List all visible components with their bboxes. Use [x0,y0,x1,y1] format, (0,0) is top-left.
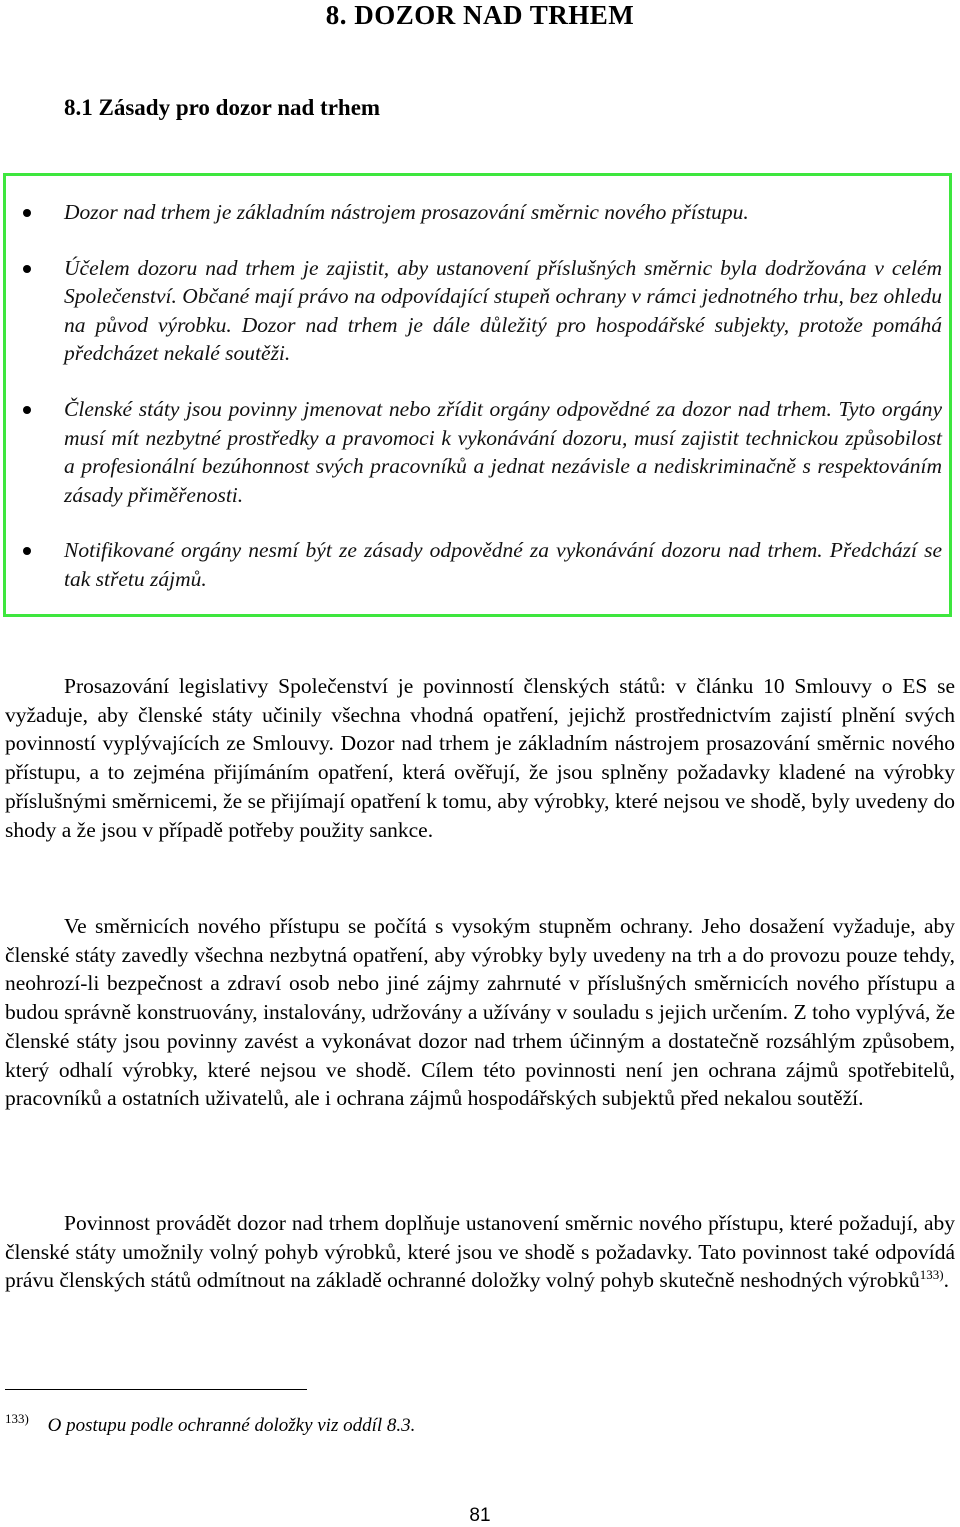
body-paragraph-3-end: . [943,1268,949,1293]
footnote-separator [5,1389,307,1390]
footnote-reference[interactable]: 133) [919,1267,944,1283]
footnote-marker: 133) [5,1411,29,1426]
footnote [5,1413,905,1439]
page-number: 81 [469,1505,491,1526]
summary-bullet-4: Notifikované orgány nesmí být ze zásady odpovědné za vykonávání dozoru nad trhem. Předchází se tak střetu zájmů. [64,536,942,593]
body-paragraph-3 [5,1209,955,1295]
summary-bullet-1: Dozor nad trhem je základním nástrojem prosazování směrnic nového přístupu. [64,198,942,227]
section-title: 8.1 Zásady pro dozor nad trhem [64,95,381,120]
summary-bullet-3: Členské státy jsou povinny jmenovat nebo zřídit orgány odpovědné za dozor nad trhem. Tyto orgány musí mít nezbytné prostředky a pravomoci k vykonávání dozoru, musí zajistit technickou způsobilost a profesionální bezúhonnost svých pracovníků a jednat nezávisle a nediskriminačně s respektováním zásady přiměřenosti. [64,395,942,509]
body-paragraph-3-text: Povinnost provádět dozor nad trhem doplňuje ustanovení směrnic nového přístupu, které požadují, aby členské státy umožnily volný pohyb výrobků, které jsou ve shodě s požadavky. Tato povinnost také odpovídá právu členských států odmítnout na základě ochranné doložky volný pohyb skutečně neshodných výrobků [5,1211,955,1293]
chapter-title: 8. DOZOR NAD TRHEM [325,0,635,30]
body-paragraph-1: Prosazování legislativy Společenství je povinností členských států: v článku 10 Smlouvy o ES se vyžaduje, aby členské státy učinily všechna vhodná opatření, jejichž prostřednictvím zajistí plnění svých povinností vyplývajících ze Smlouvy. Dozor nad trhem je základním nástrojem prosazování směrnic nového přístupu, a to zejména přijímáním opatření, která ověřují, že jsou splněny požadavky kladené na výrobky příslušnými směrnicemi, že se přijímají opatření k tomu, aby výrobky, které nejsou ve shodě, byly uvedeny do shody a že jsou v případě potřeby použity sankce. [5,674,955,842]
summary-bullet-list [64,198,942,621]
summary-bullet-2: Účelem dozoru nad trhem je zajistit, aby ustanovení příslušných směrnic byla dodržována v celém Společenství. Občané mají právo na odpovídající stupeň ochrany v rámci jednotného trhu, bez ohledu na původ výrobku. Dozor nad trhem je dále důležitý pro hospodářské subjekty, protože pomáhá předcházet nekalé soutěži. [64,254,942,368]
body-paragraph-2: Ve směrnicích nového přístupu se počítá s vysokým stupněm ochrany. Jeho dosažení vyžaduje, aby členské státy zavedly všechna nezbytná opatření, aby výrobky byly uvedeny na trh a do provozu pouze tehdy, neohrozí-li bezpečnost a zdraví osob nebo jiné zájmy zahrnuté v příslušných směrnicích nového přístupu a budou správně konstruovány, instalovány, udržovány a užívány v souladu s jejich určením. Z toho vyplývá, že členské státy jsou povinny zavést a vykonávat dozor nad trhem účinným a dostatečně rozsáhlým způsobem, který odhalí výrobky, které nejsou ve shodě. Cílem této povinnosti není jen ochrana zájmů spotřebitelů, pracovníků a ostatních uživatelů, ale i ochrana zájmů hospodářských subjektů před nekalou soutěží. [5,914,955,1111]
footnote-text: O postupu podle ochranné doložky viz oddíl 8.3. [47,1415,416,1436]
